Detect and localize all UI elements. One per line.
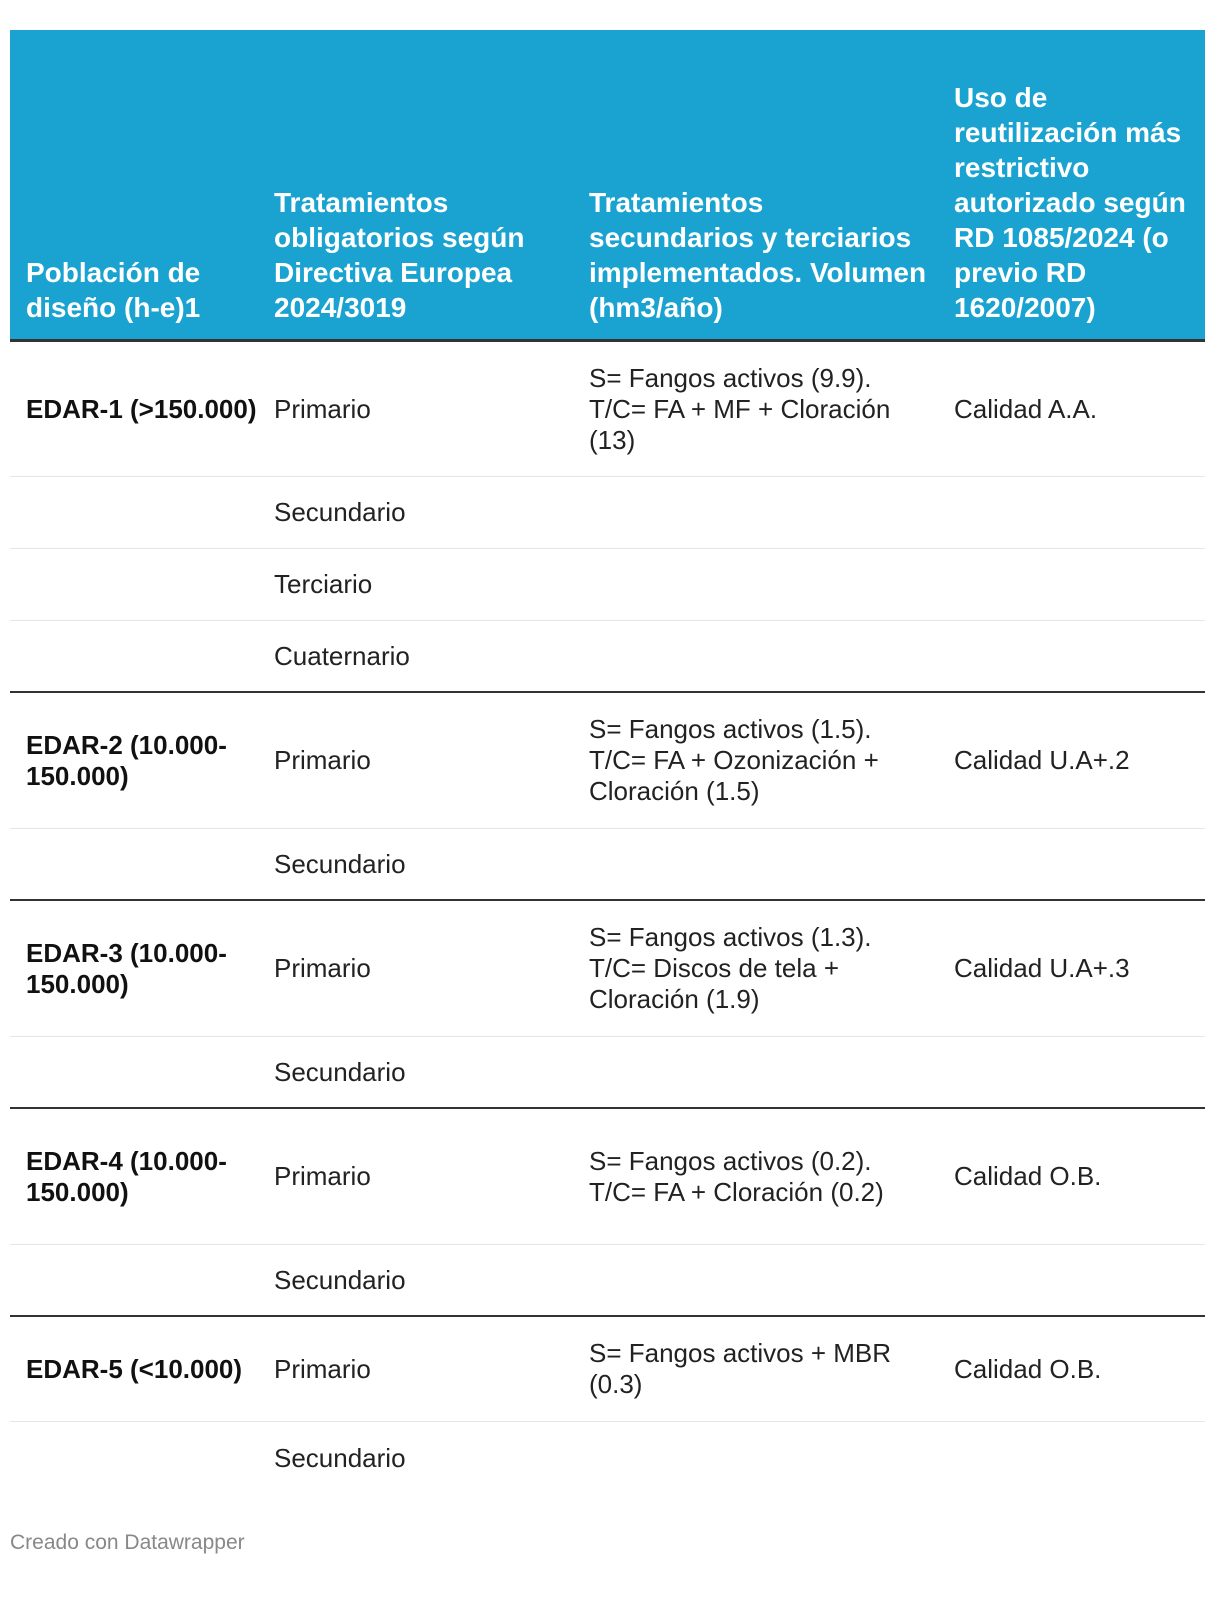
cell-implementados: S= Fangos activos (1.3). T/C= Discos de tela + Cloración (1.9) bbox=[589, 922, 872, 1014]
cell-tratamiento: Secundario bbox=[274, 848, 406, 879]
cell-uso: Calidad O.B. bbox=[954, 1161, 1102, 1191]
cell-edar: EDAR-2 (10.000-150.000) bbox=[26, 729, 227, 791]
table-row bbox=[10, 693, 1205, 829]
cell-implementados: S= Fangos activos (0.2). T/C= FA + Cloración (0.2) bbox=[589, 1145, 884, 1207]
header-poblacion: Población de diseño (h-e)1 bbox=[26, 257, 201, 323]
header-tratamientos-obligatorios: Tratamientos obligatorios según Directiva Europea 2024/3019 bbox=[274, 187, 525, 323]
cell-tratamiento: Primario bbox=[274, 953, 371, 983]
cell-tratamiento: Primario bbox=[274, 1353, 371, 1384]
table-row bbox=[10, 477, 1205, 549]
cell-uso: Calidad U.A+.2 bbox=[954, 745, 1130, 775]
cell-edar: EDAR-4 (10.000-150.000) bbox=[26, 1145, 227, 1207]
cell-tratamiento: Primario bbox=[274, 393, 371, 424]
table-row bbox=[10, 1422, 1205, 1494]
cell-edar: EDAR-5 (<10.000) bbox=[26, 1353, 243, 1384]
cell-tratamiento: Secundario bbox=[274, 497, 406, 527]
header-tratamientos-implementados: Tratamientos secundarios y terciarios implementados. Volumen (hm3/año) bbox=[589, 187, 927, 323]
cell-tratamiento: Secundario bbox=[274, 1056, 406, 1087]
data-table bbox=[10, 30, 1205, 1494]
cell-tratamiento: Secundario bbox=[274, 1264, 406, 1295]
table-row bbox=[10, 1245, 1205, 1317]
cell-implementados: S= Fangos activos + MBR (0.3) bbox=[589, 1338, 892, 1399]
header-uso-reutilizacion: Uso de reutilización más restrictivo autorizado según RD 1085/2024 (o previo RD 1620/2007) bbox=[954, 82, 1186, 323]
table-row bbox=[10, 342, 1205, 477]
table-row bbox=[10, 549, 1205, 621]
cell-implementados: S= Fangos activos (9.9). T/C= FA + MF + Cloración (13) bbox=[589, 362, 891, 455]
cell-uso: Calidad A.A. bbox=[954, 393, 1098, 424]
cell-tratamiento: Primario bbox=[274, 745, 371, 775]
cell-tratamiento: Secundario bbox=[274, 1442, 406, 1473]
datawrapper-credit[interactable]: Creado con Datawrapper bbox=[10, 1531, 245, 1554]
table-row bbox=[10, 901, 1205, 1037]
cell-edar: EDAR-1 (>150.000) bbox=[26, 393, 257, 424]
cell-tratamiento: Terciario bbox=[274, 569, 373, 599]
table-row bbox=[10, 1109, 1205, 1245]
cell-implementados: S= Fangos activos (1.5). T/C= FA + Ozonización + Cloración (1.5) bbox=[589, 714, 879, 806]
cell-edar: EDAR-3 (10.000-150.000) bbox=[26, 937, 227, 999]
cell-uso: Calidad U.A+.3 bbox=[954, 953, 1130, 983]
cell-tratamiento: Primario bbox=[274, 1161, 371, 1191]
table-header bbox=[10, 30, 1205, 342]
table-row bbox=[10, 1037, 1205, 1109]
cell-tratamiento: Cuaternario bbox=[274, 640, 410, 671]
table-row bbox=[10, 1317, 1205, 1422]
table-row bbox=[10, 829, 1205, 901]
table-row bbox=[10, 621, 1205, 693]
cell-uso: Calidad O.B. bbox=[954, 1353, 1102, 1384]
